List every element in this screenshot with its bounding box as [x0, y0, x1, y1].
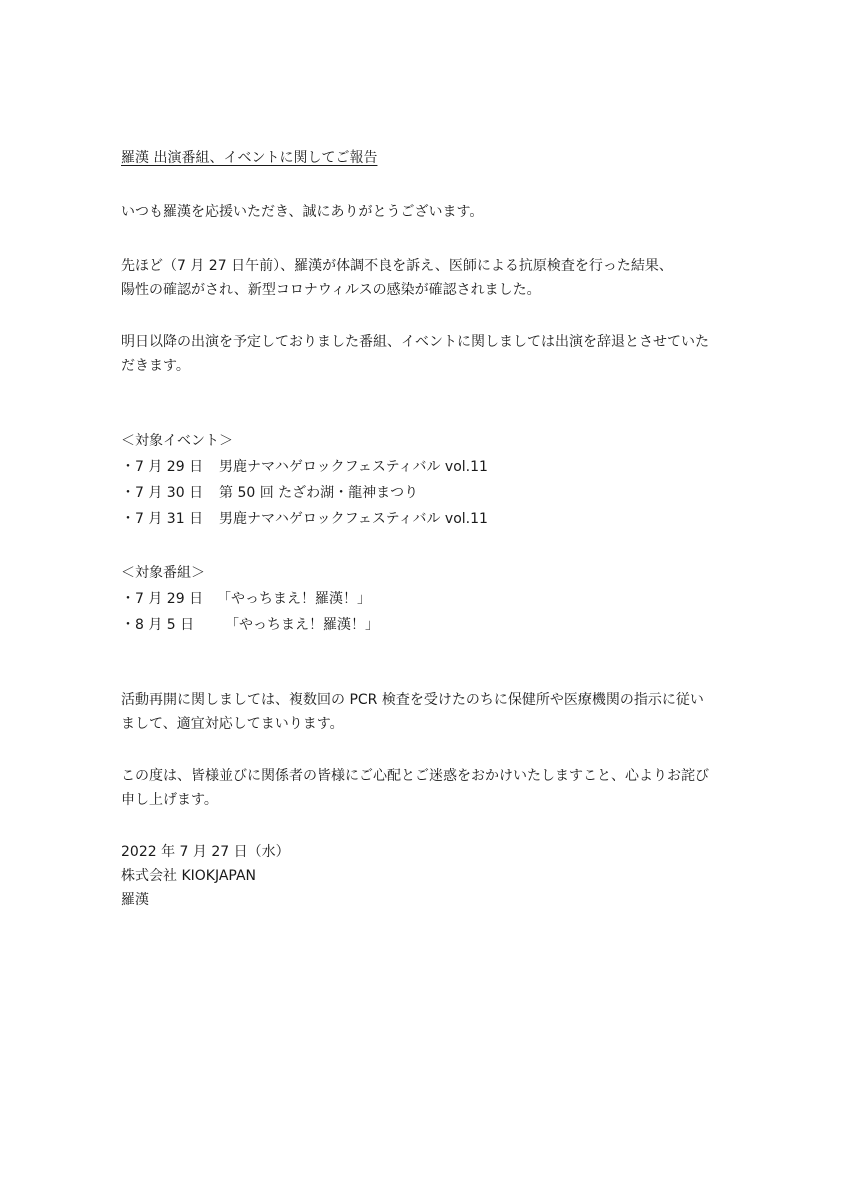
- page-title: 羅漢 出演番組、イベントに関してご報告: [121, 150, 378, 166]
- list-item: [121, 612, 741, 638]
- paragraph-line: まして、適宜対応してまいります。: [121, 716, 344, 732]
- event-name: 男鹿ナマハゲロックフェスティバル vol.11: [219, 511, 488, 527]
- list-item: [121, 506, 741, 532]
- program-name: 「やっちまえ！羅漢！」: [217, 591, 371, 607]
- paragraph-line: だきます。: [121, 358, 190, 374]
- event-name: 男鹿ナマハゲロックフェスティバル vol.11: [219, 459, 488, 475]
- list-item: [121, 454, 741, 480]
- signature-date: 2022 年 7 月 27 日（水）: [121, 844, 290, 860]
- program-name: 「やっちまえ！羅漢！」: [225, 617, 379, 633]
- document-page: [121, 146, 741, 912]
- paragraph-line: 明日以降の出演を予定しておりました番組、イベントに関しましては出演を辞退とさせていた: [121, 334, 709, 350]
- event-date: ・7 月 31 日: [121, 511, 204, 527]
- event-date: ・7 月 30 日: [121, 485, 204, 501]
- paragraph-line: 陽性の確認がされ、新型コロナウィルスの感染が確認されました。: [121, 282, 541, 298]
- program-date: ・7 月 29 日: [121, 591, 204, 607]
- signature-name: 羅漢: [121, 892, 149, 908]
- signature-block: [121, 840, 741, 912]
- events-heading: ＜対象イベント＞: [121, 433, 233, 449]
- paragraph-apology: [121, 764, 741, 812]
- event-name: 第 50 回 たざわ湖・龍神まつり: [219, 485, 419, 501]
- paragraph-line: 先ほど（7 月 27 日午前）、羅漢が体調不良を訴え、医師による抗原検査を行った結果、: [121, 258, 673, 274]
- paragraph-line: 申し上げます。: [121, 792, 218, 808]
- program-date: ・8 月 5 日: [121, 617, 195, 633]
- greeting-text: いつも羅漢を応援いただき、誠にありがとうございます。: [121, 204, 484, 220]
- events-section: [121, 428, 741, 532]
- signature-company: 株式会社 KIOKJAPAN: [121, 868, 257, 884]
- list-item: [121, 480, 741, 506]
- programs-heading: ＜対象番組＞: [121, 565, 205, 581]
- paragraph-line: 活動再開に関しましては、複数回の PCR 検査を受けたのちに保健所や医療機関の指示に従い: [121, 692, 704, 708]
- programs-section: [121, 560, 741, 638]
- paragraph-resumption: [121, 688, 741, 736]
- event-date: ・7 月 29 日: [121, 459, 204, 475]
- paragraph-cancellation: [121, 330, 741, 378]
- list-item: [121, 586, 741, 612]
- paragraph-line: この度は、皆様並びに関係者の皆様にご心配とご迷惑をおかけいたしますこと、心よりお詫び: [121, 768, 709, 784]
- paragraph-infection-report: [121, 254, 741, 302]
